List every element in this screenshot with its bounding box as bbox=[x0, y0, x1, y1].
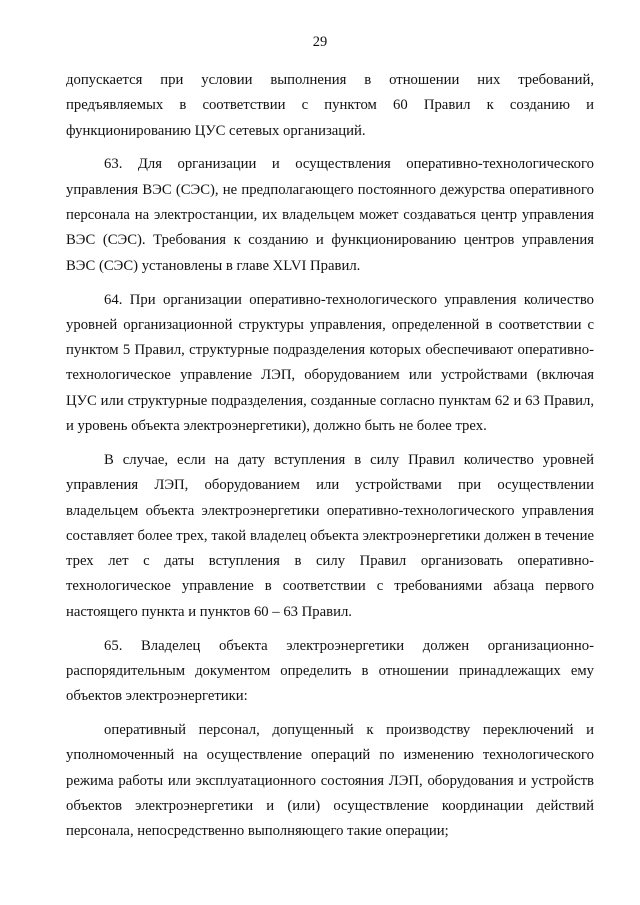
document-body bbox=[66, 68, 594, 853]
paragraph-item-64-case: В случае, если на дату вступления в силу Правил количество уровней управления ЛЭП, оборудованием или устройствами при осуществлении владельцем объекта электроэнергетики оперативно-технологического управления составляет более трех, такой владелец объекта электроэнергетики должен в течение трех лет с даты вступления в силу Правил организовать оперативно-технологическое управление в соответствии с требованиями абзаца первого настоящего пункта и пунктов 60 – 63 Правил. bbox=[66, 451, 594, 620]
paragraph-item-64: 64. При организации оперативно-технологического управления количество уровней организационной структуры управления, определенной в соответствии с пунктом 5 Правил, структурные подразделения которых обеспечивают оперативно-технологическое управление ЛЭП, оборудованием или устройствами (включая ЦУС или структурные подразделения, созданные согласно пунктам 62 и 63 Правил, и уровень объекта электроэнергетики), должно быть не более трех. bbox=[66, 291, 594, 435]
page-number: 29 bbox=[312, 34, 328, 50]
paragraph-continuation: допускается при условии выполнения в отношении них требований, предъявляемых в соответствии с пунктом 60 Правил к созданию и функционированию ЦУС сетевых организаций. bbox=[66, 72, 594, 139]
paragraph-item-63: 63. Для организации и осуществления оперативно-технологического управления ВЭС (СЭС), не предполагающего постоянного дежурства оперативного персонала на электростанции, их владельцем может создаваться центр управления ВЭС (СЭС). Требования к созданию и функционированию центров управления ВЭС (СЭС) установлены в главе XLVI Правил. bbox=[66, 156, 594, 274]
paragraph-item-65: 65. Владелец объекта электроэнергетики должен организационно-распорядительным документом определить в отношении принадлежащих ему объектов электроэнергетики: bbox=[66, 637, 594, 705]
paragraph-item-65-personnel: оперативный персонал, допущенный к производству переключений и уполномоченный на осуществление операций по изменению технологического режима работы или эксплуатационного состояния ЛЭП, оборудования и устройств объектов электроэнергетики и (или) осуществление координации действий персонала, непосредственно выполняющего такие операции; bbox=[66, 722, 594, 840]
